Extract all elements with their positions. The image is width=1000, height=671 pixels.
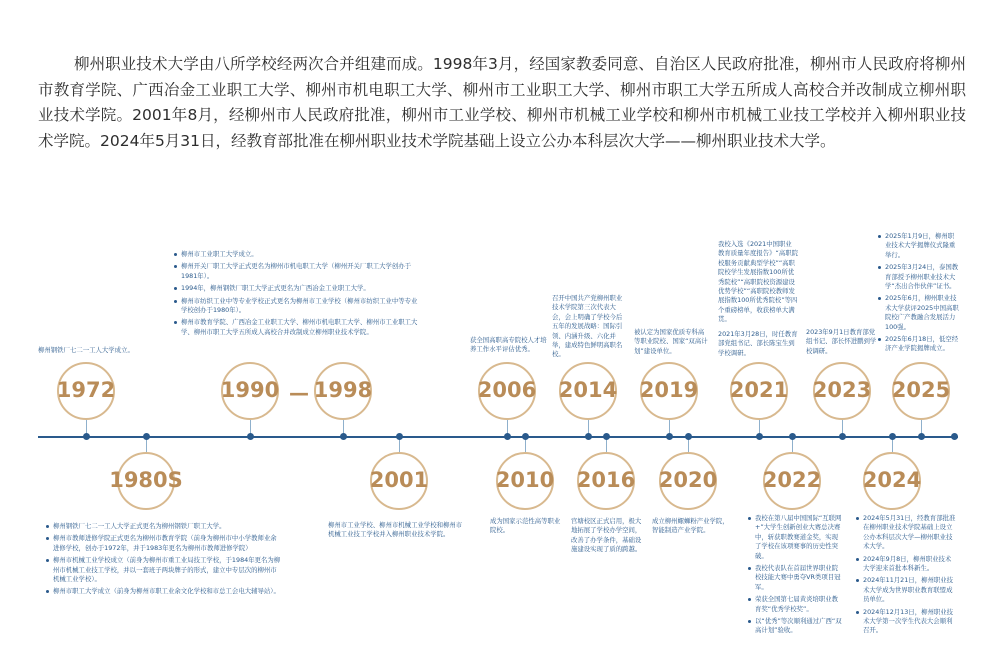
note-2016: 官塘校区正式启用，极大地拓展了学校办学空间，改善了办学条件，基础设施建设实现了质的跨越。 xyxy=(571,517,642,554)
note-item: 柳州市工业职工大学成立。 xyxy=(174,250,420,259)
note-list-1990-1998 xyxy=(174,250,420,340)
axis-dot-2001 xyxy=(396,433,403,440)
note-item: 2025年3月24日，泰国教育部授予柳州职业技术大学“杰出合作伙伴”证书。 xyxy=(878,263,960,291)
axis-dot-2022 xyxy=(789,433,796,440)
note-item: 柳州市教师进修学院正式更名为柳州市教育学院（前身为柳州市中小学教师业余进修学校，创办于1972年，并于1983年更名为柳州市教师进修学院） xyxy=(46,534,282,553)
note-item: 2024年11月21日，柳州职业技术大学成为世界职业教育联盟成员单位。 xyxy=(856,576,956,604)
axis-dot-2014 xyxy=(585,433,592,440)
note-item: 柳州钢铁厂七二一工人大学正式更名为柳州钢铁厂职工大学。 xyxy=(46,522,282,531)
note-item: 1994年，柳州钢铁厂职工大学正式更名为广西冶金工业职工大学。 xyxy=(174,284,420,293)
note-item: 柳州市纺织工业中等专业学校正式更名为柳州市工业学校（柳州市纺织工业中等专业学校创办于1980年）。 xyxy=(174,297,420,316)
note-2006: 获全国高职高专院校人才培养工作水平评估优秀。 xyxy=(470,336,547,354)
axis-dot-2016 xyxy=(603,433,610,440)
year-label-2016: 2016 xyxy=(576,468,636,492)
note-1972: 柳州钢铁厂七二一工人大学成立。 xyxy=(38,346,134,354)
note-item: 柳州市职工大学成立（前身为柳州市职工业余文化学校和市总工会电大辅导站）。 xyxy=(46,587,282,596)
note-item: 柳州市教育学院、广西冶金工业职工大学、柳州市机电职工大学、柳州市工业职工大学、柳州市职工大学五所成人高校合并改制成立柳州职业技术学院。 xyxy=(174,318,420,337)
stem-2001 xyxy=(399,438,400,452)
note-item: 柳州开关厂职工大学正式更名为柳州市机电职工大学（柳州开关厂职工大学创办于1981年）。 xyxy=(174,262,420,281)
note-list-2024 xyxy=(856,514,956,639)
note-item: 2024年5月31日，经教育部批准在柳州职业技术学院基础上设立公办本科层次大学—柳州职业技术大学。 xyxy=(856,514,956,552)
axis-dot-end xyxy=(951,433,958,440)
axis-dot-1998 xyxy=(340,433,347,440)
year-label-1980s: 1980S xyxy=(109,468,183,492)
note-2010: 成为国家示范性高等职业院校。 xyxy=(490,517,561,535)
note-item: 2025年6月，柳州职业技术大学获评2025中国高职院校广产教融合发展活力100强。 xyxy=(878,294,960,332)
note-2014: 召开中国共产党柳州职业技术学院第三次代表大会，会上明确了学校今后五年的发展战略：国际引领、内涵升级、六化并举，建成特色鲜明高职名校。 xyxy=(552,294,623,359)
year-label-2019: 2019 xyxy=(639,378,699,402)
year-label-2021: 2021 xyxy=(729,378,789,402)
year-label-2006: 2006 xyxy=(477,378,537,402)
year-label-2025: 2025 xyxy=(891,378,951,402)
note-2020: 成立柳州螺蛳粉产业学院，智能制造产业学院。 xyxy=(652,517,729,535)
axis-dot-1972 xyxy=(83,433,90,440)
year-label-2022: 2022 xyxy=(762,468,822,492)
year-label-2023: 2023 xyxy=(812,378,872,402)
note-list-2022 xyxy=(748,514,844,639)
axis-dot-2023 xyxy=(839,433,846,440)
stem-1980s xyxy=(146,438,147,452)
year-range-dash: — xyxy=(289,381,309,405)
note-item: 荣获全国第七届黄炎培职业教育奖“优秀学校奖”。 xyxy=(748,595,844,614)
note-item: 柳州市机械工业学校成立（前身为柳州市重工业局技工学校，于1984年更名为柳州市机械工业技工学校，并以一套班子两块牌子的形式，建立中专层次的柳州市机械工业学校）。 xyxy=(46,556,282,584)
axis-dot-2006 xyxy=(504,433,511,440)
note-item: 2024年12月13日，柳州职业技术大学第一次学生代表大会顺利召开。 xyxy=(856,608,956,636)
year-label-2024: 2024 xyxy=(862,468,922,492)
note-item: 2024年9月8日，柳州职业技术大学迎来首批本科新生。 xyxy=(856,555,956,574)
year-label-1990: 1990 xyxy=(220,378,280,402)
stem-2016 xyxy=(606,438,607,452)
note-item: 我校在第八届中国国际“互联网+”大学生创新创业大赛总决赛中，斩获职教赛道金奖，实现了学校在该项赛事的历史性突破。 xyxy=(748,514,844,561)
axis-dot-2019 xyxy=(666,433,673,440)
note-item: 我校代表队在首届世界职业院校技能大赛中勇夺VR类项目冠军。 xyxy=(748,564,844,592)
year-label-2020: 2020 xyxy=(658,468,718,492)
axis-dot-1980s xyxy=(143,433,150,440)
stem-2022 xyxy=(792,438,793,452)
note-item: 2025年1月9日，柳州职业技术大学揭牌仪式隆重举行。 xyxy=(878,232,960,260)
year-label-2014: 2014 xyxy=(558,378,618,402)
note-2021-a: 我校入选《2021中国职业教育质量年度报告》“高职院校服务贡献典型学校”“高职院校学生发展指数100所优秀院校”“高职院校资源建设优势学校”“高职院校教师发展指数100所优秀院校”等四个重磅榜单，收获榜单大满贯。 xyxy=(718,240,798,324)
stem-2020 xyxy=(688,438,689,452)
stem-2024 xyxy=(892,438,893,452)
timeline-axis xyxy=(38,436,958,438)
note-list-2025 xyxy=(878,232,960,357)
axis-dot-2024 xyxy=(889,433,896,440)
axis-dot-2020 xyxy=(685,433,692,440)
year-label-2010: 2010 xyxy=(495,468,555,492)
note-2023: 2023年9月1日教育部党组书记、部长怀进鹏到学校调研。 xyxy=(806,328,877,355)
note-2001: 柳州市工业学校、柳州市机械工业学校和柳州市机械工业技工学校并入柳州职业技术学院。 xyxy=(328,521,463,539)
axis-dot-2021 xyxy=(756,433,763,440)
year-label-1972: 1972 xyxy=(56,378,116,402)
note-item: 2025年6月18日，低空经济产业学院揭牌成立。 xyxy=(878,335,960,354)
note-list-1980s xyxy=(46,522,282,600)
intro-paragraph: 柳州职业技术大学由八所学校经两次合并组建而成。1998年3月，经国家教委同意、自治区人民政府批准，柳州市人民政府将柳州市教育学院、广西冶金工业职工大学、柳州市机电职工大学、柳州市工业职工大学、柳州市职工大学五所成人高校合并改制成立柳州职业技术学院。2001年8月，经柳州市人民政府批准，柳州市工业学校、柳州市机械工业学校和柳州市机械工业技工学校并入柳州职业技术学院。2024年5月31日，经教育部批准在柳州职业技术学院基础上设立公办本科层次大学——柳州职业技术大学。 xyxy=(38,55,966,150)
note-2019: 被认定为国家优质专科高等职业院校、国家“双高计划”建设单位。 xyxy=(634,328,708,355)
stem-2010 xyxy=(525,438,526,452)
axis-dot-2025 xyxy=(918,433,925,440)
axis-dot-2010 xyxy=(522,433,529,440)
note-2021-b: 2021年3月28日，时任教育部党组书记、部长陈宝生到学校调研。 xyxy=(718,330,798,357)
year-label-1998: 1998 xyxy=(313,378,373,402)
year-label-2001: 2001 xyxy=(369,468,429,492)
axis-dot-1990 xyxy=(247,433,254,440)
note-item: 以“优秀”等次顺利通过广西“双高计划”验收。 xyxy=(748,617,844,636)
